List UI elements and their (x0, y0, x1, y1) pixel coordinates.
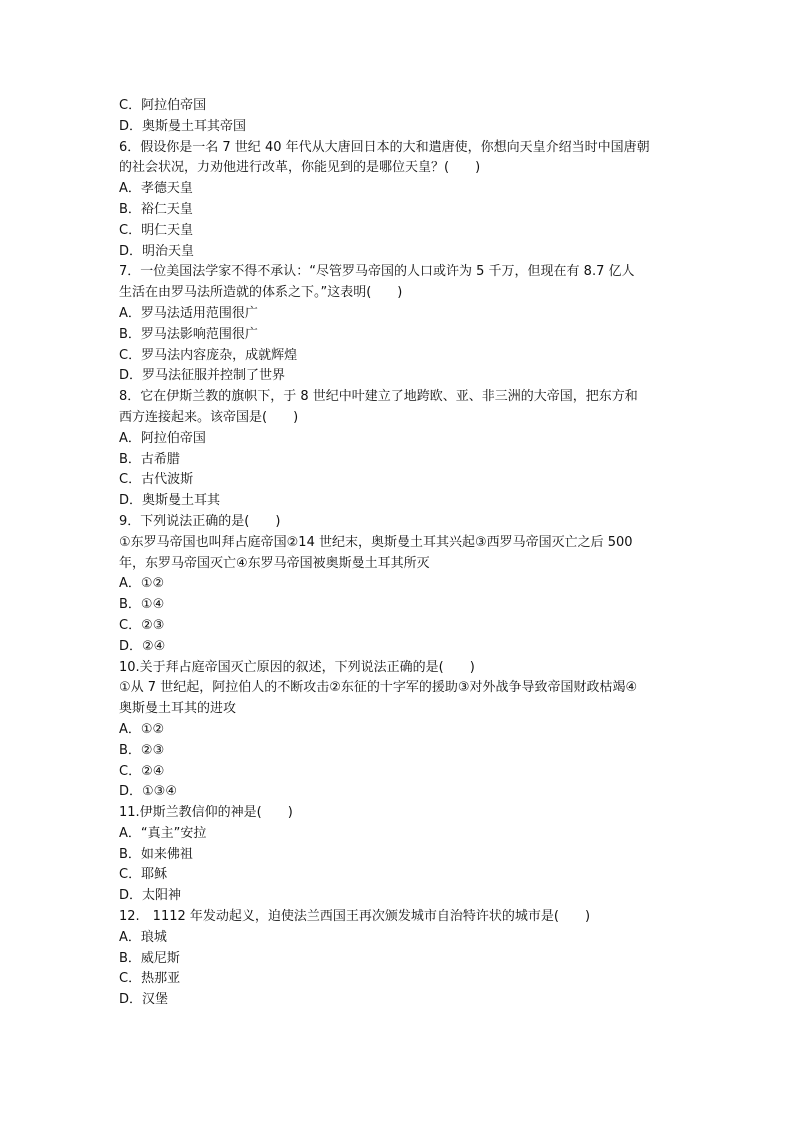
question-6-stem: 6．假设你是一名 7 世纪 40 年代从大唐回日本的大和遣唐使，你想向天皇介绍当时中国唐朝 (119, 139, 650, 155)
option-d: D．太阳神 (119, 888, 182, 904)
question-9-statements: ①东罗马帝国也叫拜占庭帝国②14 世纪末，奥斯曼土耳其兴起③西罗马帝国灭亡之后 500 (119, 534, 633, 550)
option-a: A．琅城 (119, 929, 167, 945)
option-b: B．②③ (119, 742, 165, 758)
option-c: C．古代波斯 (119, 472, 194, 488)
question-10-stem: 10.关于拜占庭帝国灭亡原因的叙述，下列说法正确的是( ) (119, 659, 475, 675)
question-10-statements: 奥斯曼土耳其的进攻 (119, 701, 237, 717)
question-8-stem: 西方连接起来。该帝国是( ) (119, 409, 299, 425)
option-c: C．热那亚 (119, 971, 181, 987)
option-d: D．明治天皇 (119, 243, 195, 259)
option-c: C．耶稣 (119, 867, 168, 883)
option-c: C．②③ (119, 617, 165, 633)
option-c: C．②④ (119, 763, 165, 779)
option-a: A．“真主”安拉 (119, 825, 207, 841)
option-b: B．裕仁天皇 (119, 201, 193, 217)
option-b: B．罗马法影响范围很广 (119, 326, 258, 342)
option-a: A．孝德天皇 (119, 181, 193, 197)
option-c: C．明仁天皇 (119, 222, 194, 238)
question-list (119, 96, 679, 1011)
option-d: D．①③④ (119, 784, 177, 800)
option-d: D．罗马法征服并控制了世界 (119, 368, 286, 384)
question-9-stem: 9．下列说法正确的是( ) (119, 513, 281, 529)
question-9-statements: 年，东罗马帝国灭亡④东罗马帝国被奥斯曼土耳其所灭 (119, 555, 430, 571)
option-c: C．罗马法内容庞杂，成就辉煌 (119, 347, 298, 363)
option-c: C．阿拉伯帝国 (119, 98, 207, 113)
question-7-stem: 生活在由罗马法所造就的体系之下。”这表明( ) (119, 285, 403, 301)
question-8-stem: 8．它在伊斯兰教的旗帜下，于 8 世纪中叶建立了地跨欧、亚、非三洲的大帝国，把东方和 (119, 389, 638, 405)
option-b: B．威尼斯 (119, 950, 180, 966)
question-7-stem: 7．一位美国法学家不得不承认：“尽管罗马帝国的人口或许为 5 千万，但现在有 8.7 亿人 (119, 264, 635, 280)
option-d: D．奥斯曼土耳其 (119, 493, 221, 509)
option-d: D．汉堡 (119, 992, 169, 1008)
option-b: B．如来佛祖 (119, 846, 193, 862)
option-b: B．①④ (119, 597, 165, 613)
option-a: A．阿拉伯帝国 (119, 430, 206, 446)
option-a: A．罗马法适用范围很广 (119, 305, 258, 321)
question-11-stem: 11.伊斯兰教信仰的神是( ) (119, 805, 293, 821)
question-10-statements: ①从 7 世纪起，阿拉伯人的不断攻击②东征的十字军的援助③对外战争导致帝国财政枯竭④ (119, 680, 638, 696)
question-6-stem: 的社会状况，力劝他进行改革，你能见到的是哪位天皇？( ) (119, 160, 481, 176)
option-a: A．①② (119, 576, 165, 592)
option-d: D．②④ (119, 638, 166, 654)
option-b: B．古希腊 (119, 451, 180, 467)
option-a: A．①② (119, 721, 165, 737)
question-12-stem: 12. 1112 年发动起义，迫使法兰西国王再次颁发城市自治特许状的城市是( ) (119, 909, 591, 925)
option-d: D．奥斯曼土耳其帝国 (119, 118, 247, 134)
